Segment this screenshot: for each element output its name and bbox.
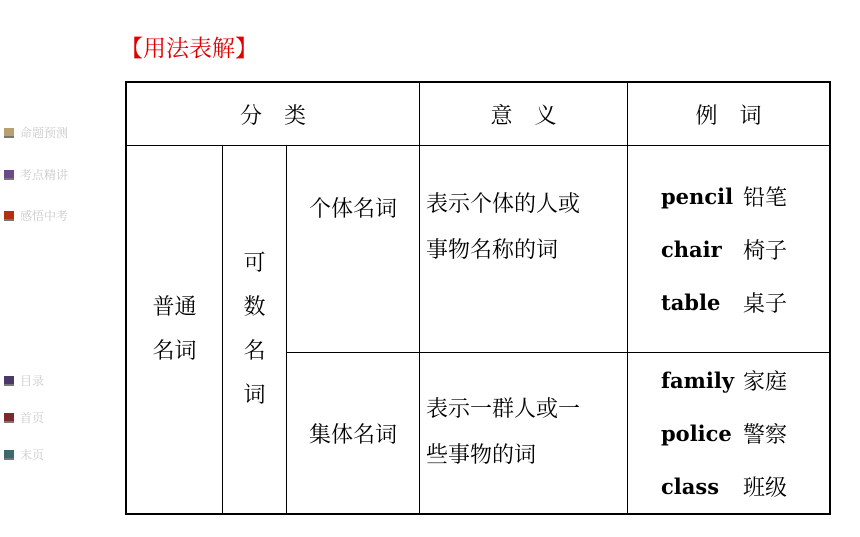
square-icon <box>4 211 14 221</box>
example-item <box>661 354 829 407</box>
nav-first-page[interactable] <box>4 409 44 426</box>
example-chinese: 桌子 <box>743 291 788 317</box>
nav-label: 考点精讲 <box>20 168 69 182</box>
example-item <box>661 223 829 276</box>
square-icon <box>4 128 14 138</box>
subcategory-char: 数 <box>243 294 266 320</box>
example-english: chair <box>661 236 722 262</box>
type-cell <box>287 353 420 515</box>
nav-prediction[interactable] <box>4 124 68 141</box>
category-line: 普通 <box>152 294 197 320</box>
example-english: pencil <box>661 183 734 209</box>
example-chinese: 铅笔 <box>743 185 788 211</box>
example-item <box>661 276 829 329</box>
example-chinese: 椅子 <box>743 238 788 264</box>
subcategory-char: 词 <box>243 382 266 408</box>
meaning-line: 表示一群人或一 <box>426 397 581 422</box>
example-chinese: 家庭 <box>743 369 788 395</box>
example-english: family <box>661 367 735 393</box>
header-meaning: 意 义 <box>420 82 628 146</box>
header-examples: 例 词 <box>628 82 831 146</box>
meaning-cell <box>420 146 628 353</box>
type-cell <box>287 146 420 353</box>
usage-table <box>125 81 831 515</box>
examples-cell <box>628 353 831 515</box>
example-item <box>661 460 829 513</box>
meaning-line: 表示个体的人或 <box>426 192 581 217</box>
nav-exam-practice[interactable] <box>4 207 68 224</box>
table-row <box>126 146 830 353</box>
nav-contents[interactable] <box>4 372 44 389</box>
nav-key-points[interactable] <box>4 166 68 183</box>
nav-label: 命题预测 <box>20 126 69 140</box>
example-item <box>661 170 829 223</box>
nav-label: 目录 <box>20 374 45 388</box>
meaning-line: 事物名称的词 <box>426 238 559 263</box>
page-title: 【用法表解】 <box>120 36 258 62</box>
example-english: table <box>661 289 721 315</box>
nav-label: 首页 <box>20 411 45 425</box>
meaning-line: 些事物的词 <box>426 443 537 468</box>
subcategory-char: 可 <box>243 250 266 276</box>
nav-label: 感悟中考 <box>20 209 69 223</box>
square-icon <box>4 170 14 180</box>
nav-label: 末页 <box>20 448 45 462</box>
meaning-cell <box>420 353 628 515</box>
type-label: 个体名词 <box>308 197 397 222</box>
square-icon <box>4 450 14 460</box>
square-icon <box>4 376 14 386</box>
header-category: 分 类 <box>126 82 420 146</box>
example-chinese: 警察 <box>743 422 788 448</box>
nav-last-page[interactable] <box>4 446 44 463</box>
subcategory-char: 名 <box>243 338 266 364</box>
example-chinese: 班级 <box>743 475 788 501</box>
example-item <box>661 407 829 460</box>
example-english: police <box>661 420 732 446</box>
table-header-row <box>126 82 830 146</box>
example-english: class <box>661 473 720 499</box>
category-line: 名词 <box>152 338 197 364</box>
examples-cell <box>628 146 831 353</box>
subcategory-cell <box>223 146 287 515</box>
type-label: 集体名词 <box>308 422 397 448</box>
square-icon <box>4 413 14 423</box>
category-cell <box>126 146 223 515</box>
